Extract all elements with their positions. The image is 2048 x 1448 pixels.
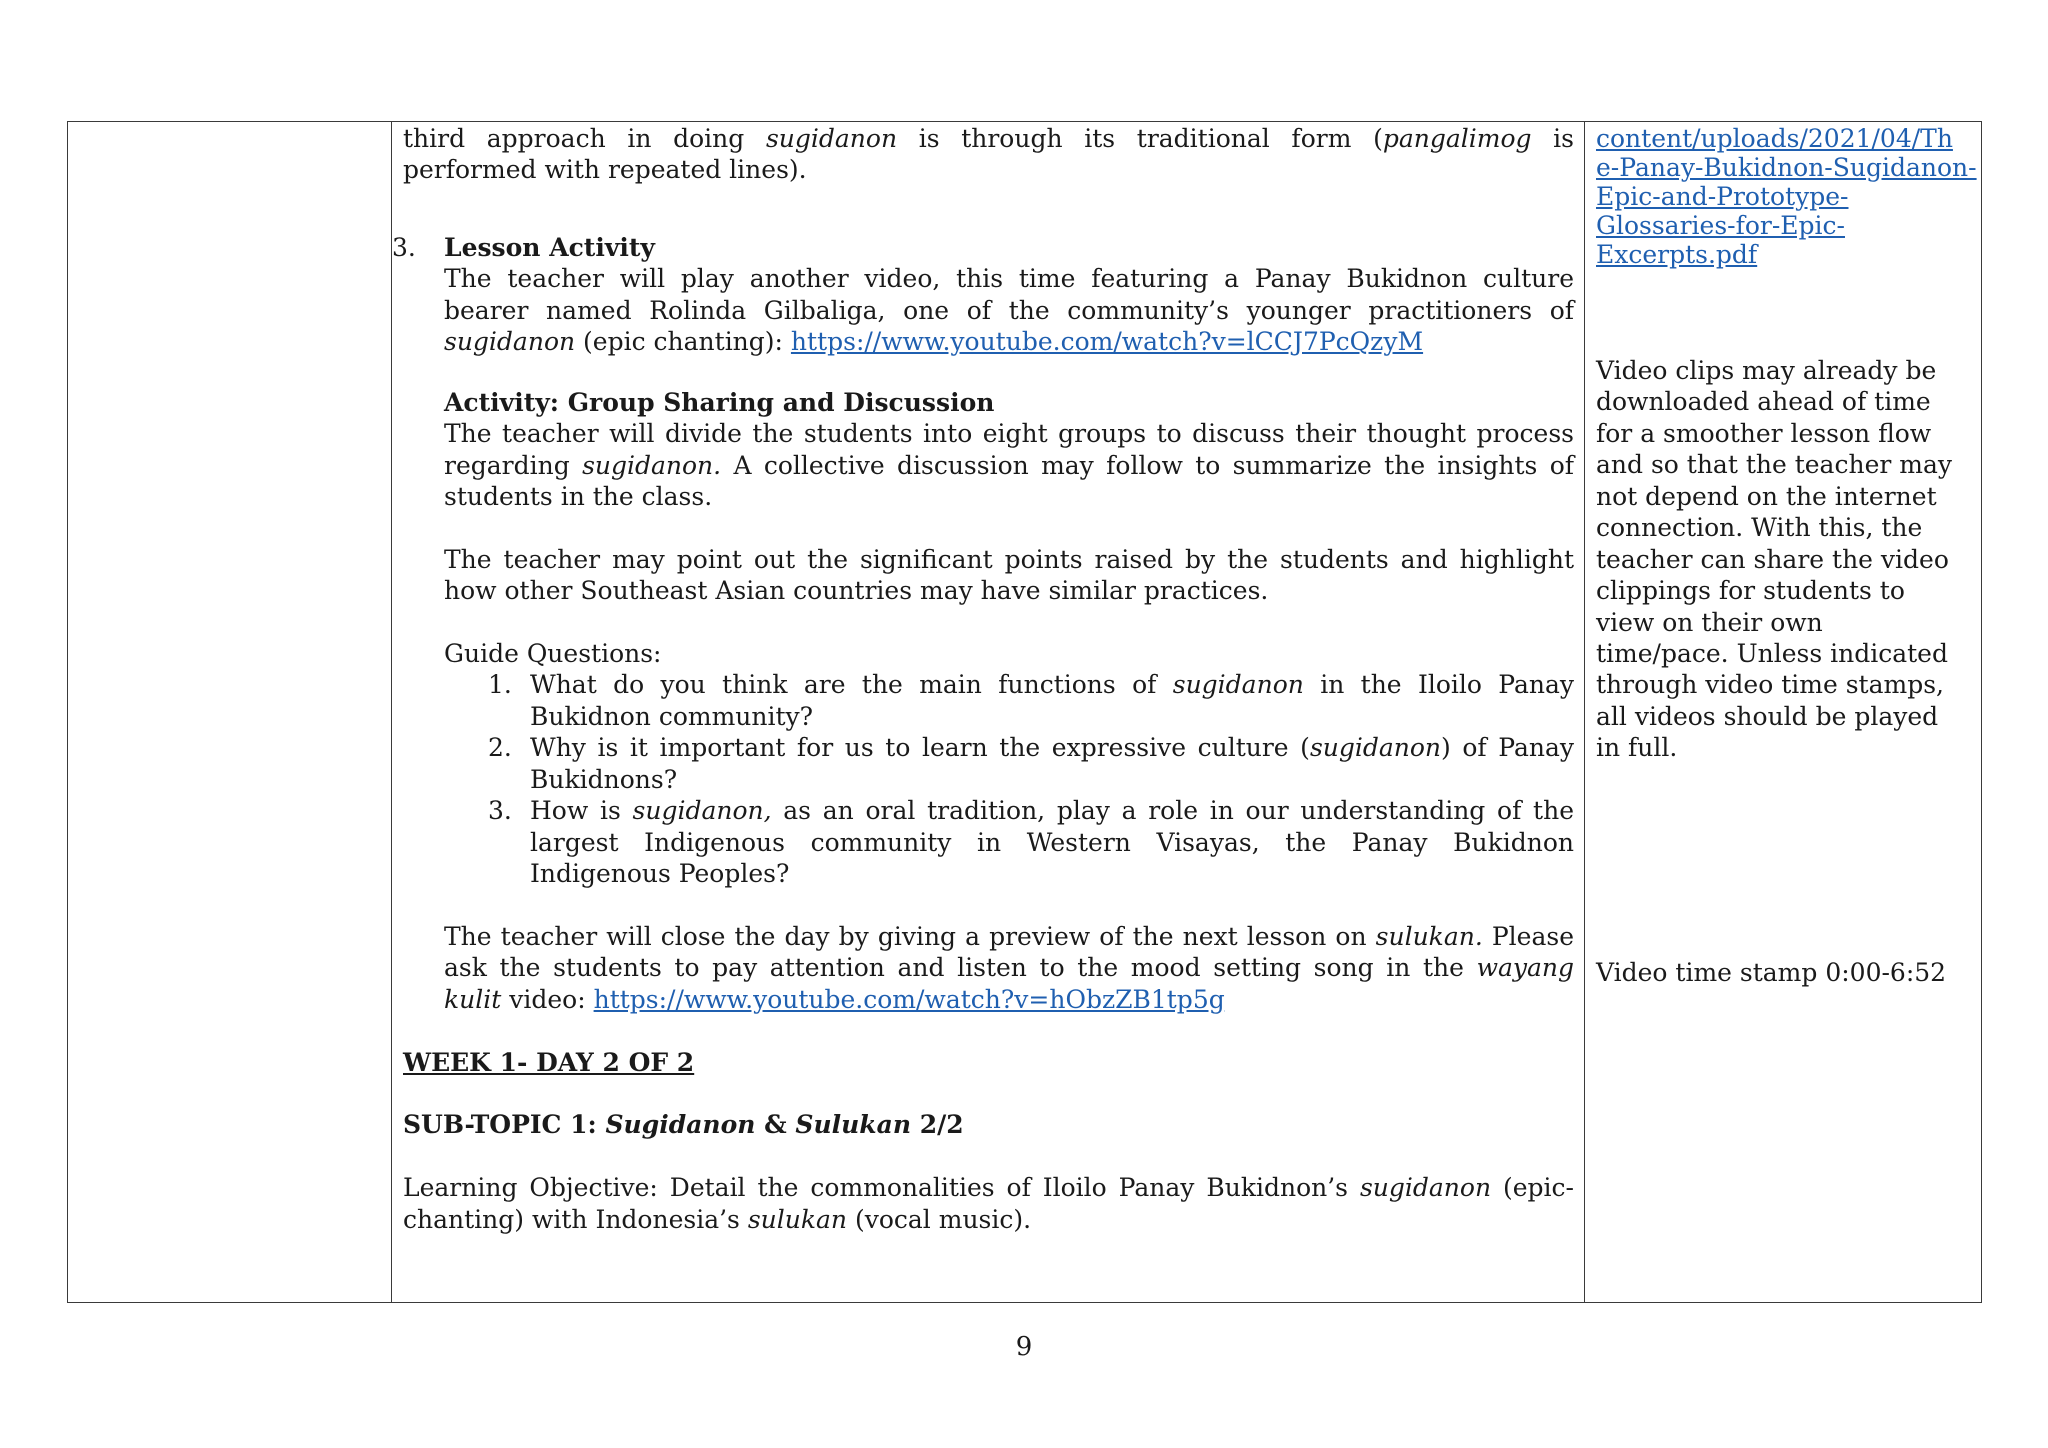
note-line-2: downloaded ahead of time (1596, 387, 1931, 416)
question-3-line-2: largest Indigenous community in Western Visayas, the Panay Bukidnon (530, 828, 1574, 857)
youtube-link-1[interactable]: https://www.youtube.com/watch?v=lCCJ7PcQzyM (790, 327, 1424, 356)
pdf-link-line-3[interactable]: Epic-and-Prototype- (1596, 182, 1849, 211)
activity-line-3: students in the class. (444, 482, 713, 511)
note-line-3: for a smoother lesson flow (1596, 419, 1932, 448)
intro-line-1: third approach in doing sugidanon is through its traditional form (pangalimog is (403, 124, 1574, 153)
question-2-line-1: Why is it important for us to learn the expressive culture (sugidanon) of Panay (530, 733, 1574, 762)
pdf-link-line-1[interactable]: content/uploads/2021/04/Th (1596, 124, 1953, 153)
closing-line-3: kulit video: https://www.youtube.com/watch?v=hObzZB1tp5g (444, 985, 1225, 1014)
pdf-link-line-5[interactable]: Excerpts.pdf (1596, 240, 1758, 269)
note-line-11: through video time stamps, (1596, 670, 1944, 699)
note-line-8: clippings for students to (1596, 576, 1905, 605)
left-column-cell (68, 122, 392, 1302)
question-3-line-1: How is sugidanon, as an oral tradition, play a role in our understanding of the (530, 796, 1574, 825)
video-timestamp-note: Video time stamp 0:00-6:52 (1596, 958, 1947, 987)
question-3-line-3: Indigenous Peoples? (530, 859, 790, 888)
note-line-9: view on their own (1596, 608, 1823, 637)
note-line-7: teacher can share the video (1596, 545, 1949, 574)
lesson-activity-line-2: bearer named Rolinda Gilbaliga, one of the community’s younger practitioners of (444, 296, 1574, 325)
note-line-13: in full. (1596, 733, 1678, 762)
note-line-5: not depend on the internet (1596, 482, 1937, 511)
lesson-activity-line-1: The teacher will play another video, this time featuring a Panay Bukidnon culture (444, 264, 1574, 293)
question-2-line-2: Bukidnons? (530, 765, 678, 794)
note-line-10: time/pace. Unless indicated (1596, 639, 1948, 668)
activity-line-2: regarding sugidanon. A collective discussion may follow to summarize the insights of (444, 451, 1575, 480)
main-content-cell (392, 122, 1585, 1302)
notes-cell (1585, 122, 1981, 1302)
page-number: 9 (1015, 1332, 1033, 1362)
question-1-number: 1. (488, 670, 512, 699)
lesson-activity-line-3: sugidanon (epic chanting): https://www.youtube.com/watch?v=lCCJ7PcQzyM (444, 327, 1424, 356)
question-1-line-1: What do you think are the main functions of sugidanon in the Iloilo Panay (530, 670, 1574, 699)
week-heading: WEEK 1- DAY 2 OF 2 (403, 1048, 695, 1077)
closing-line-2: ask the students to pay attention and listen to the mood setting song in the wayang (444, 953, 1574, 982)
activity-heading: Activity: Group Sharing and Discussion (444, 388, 995, 417)
youtube-link-2[interactable]: https://www.youtube.com/watch?v=hObzZB1tp5g (593, 985, 1225, 1014)
closing-line-1: The teacher will close the day by giving a preview of the next lesson on sulukan. Please (444, 922, 1574, 951)
question-1-line-2: Bukidnon community? (530, 702, 814, 731)
pdf-link-line-2[interactable]: e-Panay-Bukidnon-Sugidanon- (1596, 153, 1977, 182)
highlight-line-2: how other Southeast Asian countries may have similar practices. (444, 576, 1269, 605)
note-line-6: connection. With this, the (1596, 513, 1923, 542)
activity-line-1: The teacher will divide the students into eight groups to discuss their thought process (444, 419, 1574, 448)
question-2-number: 2. (488, 733, 512, 762)
note-line-12: all videos should be played (1596, 702, 1939, 731)
note-line-1: Video clips may already be (1596, 356, 1937, 385)
note-line-4: and so that the teacher may (1596, 450, 1952, 479)
lesson-activity-heading: Lesson Activity (444, 233, 655, 262)
subtopic-heading: SUB-TOPIC 1: Sugidanon & Sulukan 2/2 (403, 1110, 964, 1139)
highlight-line-1: The teacher may point out the significant points raised by the students and highlight (444, 545, 1574, 574)
pdf-link-line-4[interactable]: Glossaries-for-Epic- (1596, 211, 1845, 240)
guide-questions-heading: Guide Questions: (444, 639, 662, 668)
lesson-plan-table (67, 121, 1982, 1303)
intro-line-2: performed with repeated lines). (403, 155, 807, 184)
question-3-number: 3. (488, 796, 512, 825)
learning-objective-line-2: chanting) with Indonesia’s sulukan (vocal music). (403, 1205, 1032, 1234)
learning-objective-line-1: Learning Objective: Detail the commonalities of Iloilo Panay Bukidnon’s sugidanon (epic- (403, 1173, 1574, 1202)
lesson-activity-number: 3. (392, 233, 416, 262)
